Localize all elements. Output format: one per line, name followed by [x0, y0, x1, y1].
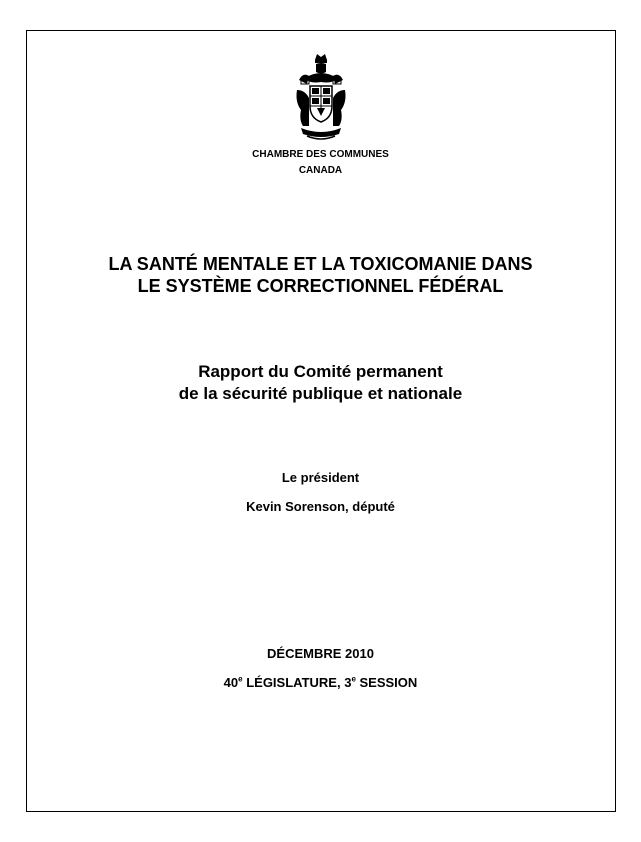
legislature-ordinal: e — [238, 674, 243, 684]
house-name-line1: CHAMBRE DES COMMUNES — [252, 149, 389, 160]
report-subtitle-line2: de la sécurité publique et nationale — [178, 384, 463, 403]
session-ordinal: e — [351, 674, 356, 684]
report-subtitle-line1: Rapport du Comité permanent — [198, 362, 443, 381]
legislature-session — [0, 675, 641, 691]
report-title-line2: LE SYSTÈME CORRECTIONNEL FÉDÉRAL — [137, 276, 504, 296]
coat-of-arms-canada-icon — [293, 50, 349, 142]
house-name-line2: CANADA — [298, 165, 343, 176]
legislature-number: 40 — [223, 675, 239, 690]
house-name — [0, 147, 641, 179]
report-subtitle — [0, 361, 641, 405]
chair-label: Le président — [281, 470, 360, 485]
legislature-word: LÉGISLATURE, — [242, 675, 345, 690]
session-word: SESSION — [355, 675, 418, 690]
session-number: 3 — [344, 675, 352, 690]
report-date: DÉCEMBRE 2010 — [267, 646, 374, 661]
chair-name: Kevin Sorenson, député — [246, 499, 395, 514]
report-title-line1: LA SANTÉ MENTALE ET LA TOXICOMANIE DANS — [108, 254, 533, 274]
report-title — [0, 253, 641, 297]
